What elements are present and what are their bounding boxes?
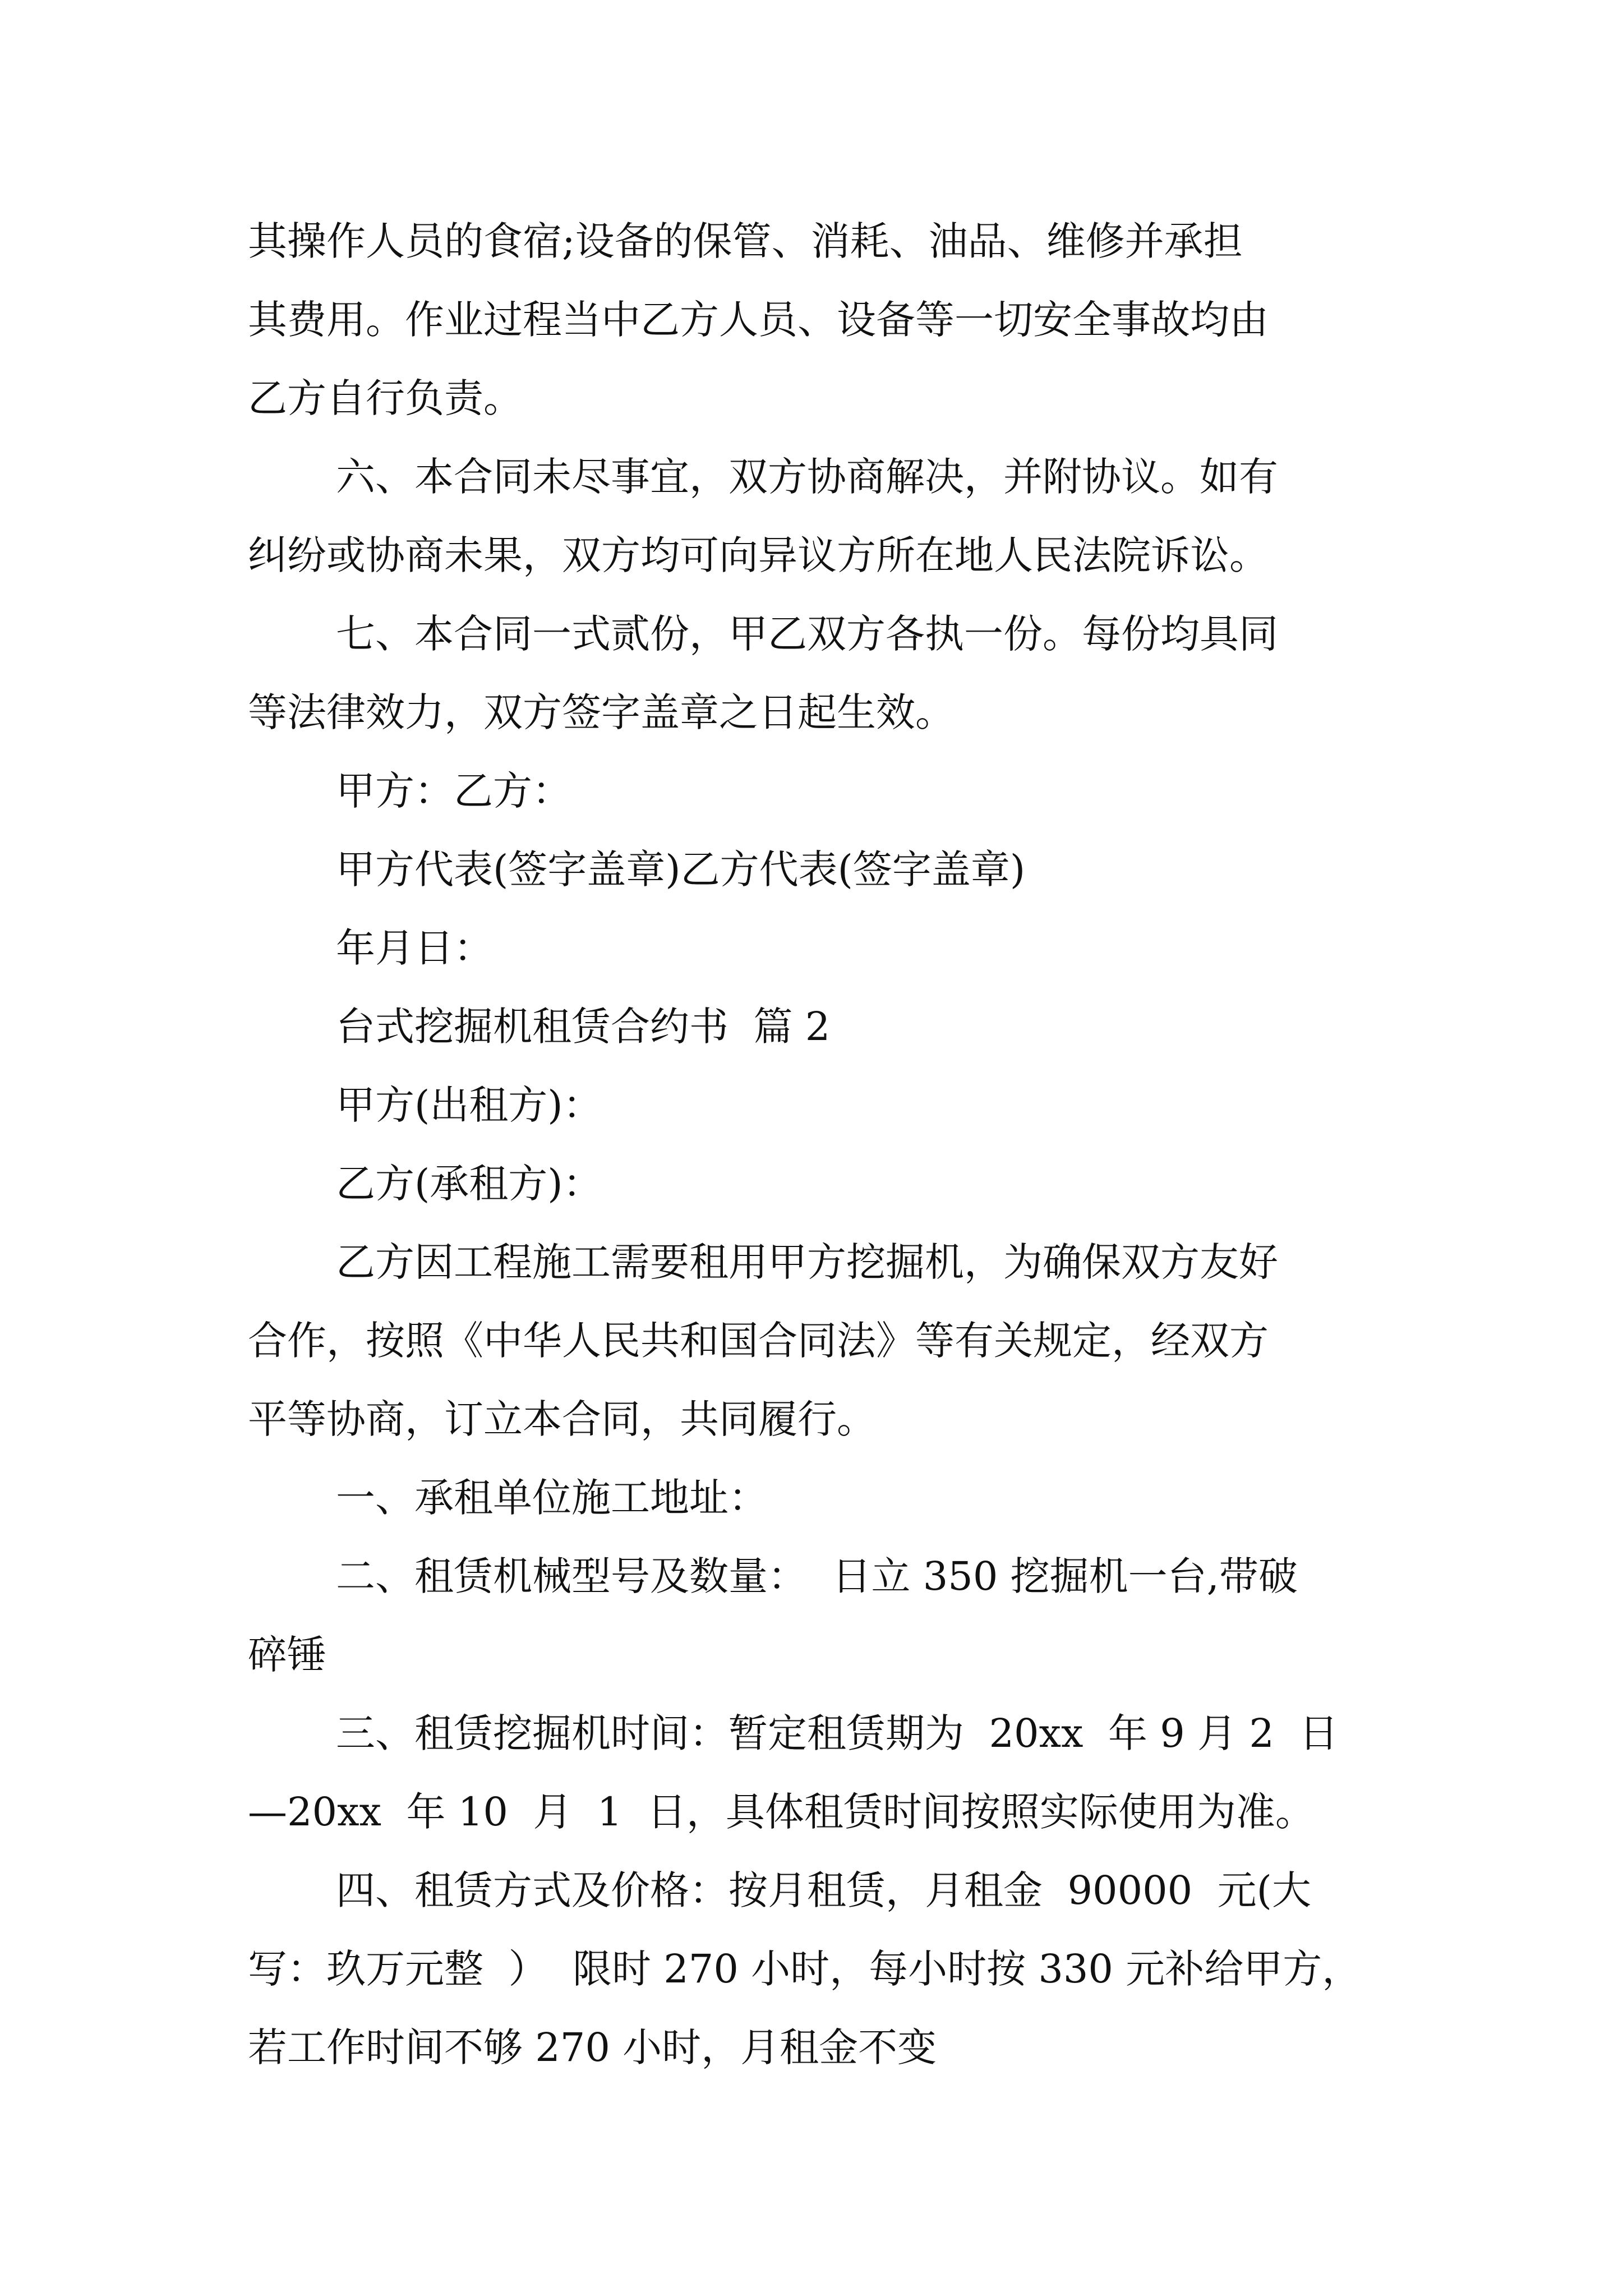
date-line: 年月日：	[336, 925, 493, 971]
text-line: 七、本合同一式贰份，甲乙双方各执一份。每份均具同	[336, 611, 1278, 657]
lessor-line: 甲方(出租方)：	[336, 1082, 602, 1128]
text-line: 其操作人员的食宿;设备的保管、消耗、油品、维修并承担	[248, 218, 1243, 264]
text-line: 平等协商，订立本合同，共同履行。	[248, 1396, 876, 1442]
text-line: 若工作时间不够 270 小时，月租金不变	[248, 2024, 937, 2070]
text-line: 三、租赁挖掘机时间：暂定租赁期为 20xx 年 9 月 2 日	[336, 1710, 1339, 1756]
text-line: 六、本合同未尽事宜，双方协商解决，并附协议。如有	[336, 454, 1278, 500]
text-line: 写：玖万元整 ） 限时 270 小时，每小时按 330 元补给甲方，	[248, 1946, 1362, 1992]
signature-parties-line: 甲方：乙方：	[336, 768, 571, 814]
text-line: 等法律效力，双方签字盖章之日起生效。	[248, 689, 955, 735]
text-line: 四、租赁方式及价格：按月租赁，月租金 90000 元(大	[336, 1867, 1311, 1913]
text-line: 二、租赁机械型号及数量： 日立 350 挖掘机一台,带破	[336, 1553, 1298, 1599]
text-line: 乙方因工程施工需要租用甲方挖掘机，为确保双方友好	[336, 1239, 1278, 1285]
signature-representatives-line: 甲方代表(签字盖章)乙方代表(签字盖章)	[336, 846, 1026, 892]
text-line: —20xx 年 10 月 1 日，具体租赁时间按照实际使用为准。	[248, 1789, 1315, 1835]
text-line: 一、承租单位施工地址：	[336, 1475, 768, 1521]
text-line: 碎锤	[248, 1632, 326, 1678]
text-line: 纠纷或协商未果，双方均可向异议方所在地人民法院诉讼。	[248, 532, 1269, 578]
lessee-line: 乙方(承租方)：	[336, 1161, 602, 1207]
section-title: 台式挖掘机租赁合约书 篇 2	[336, 1004, 831, 1050]
text-line: 乙方自行负责。	[248, 375, 523, 421]
text-line: 合作，按照《中华人民共和国合同法》等有关规定，经双方	[248, 1318, 1269, 1364]
text-line: 其费用。作业过程当中乙方人员、设备等一切安全事故均由	[248, 297, 1269, 343]
